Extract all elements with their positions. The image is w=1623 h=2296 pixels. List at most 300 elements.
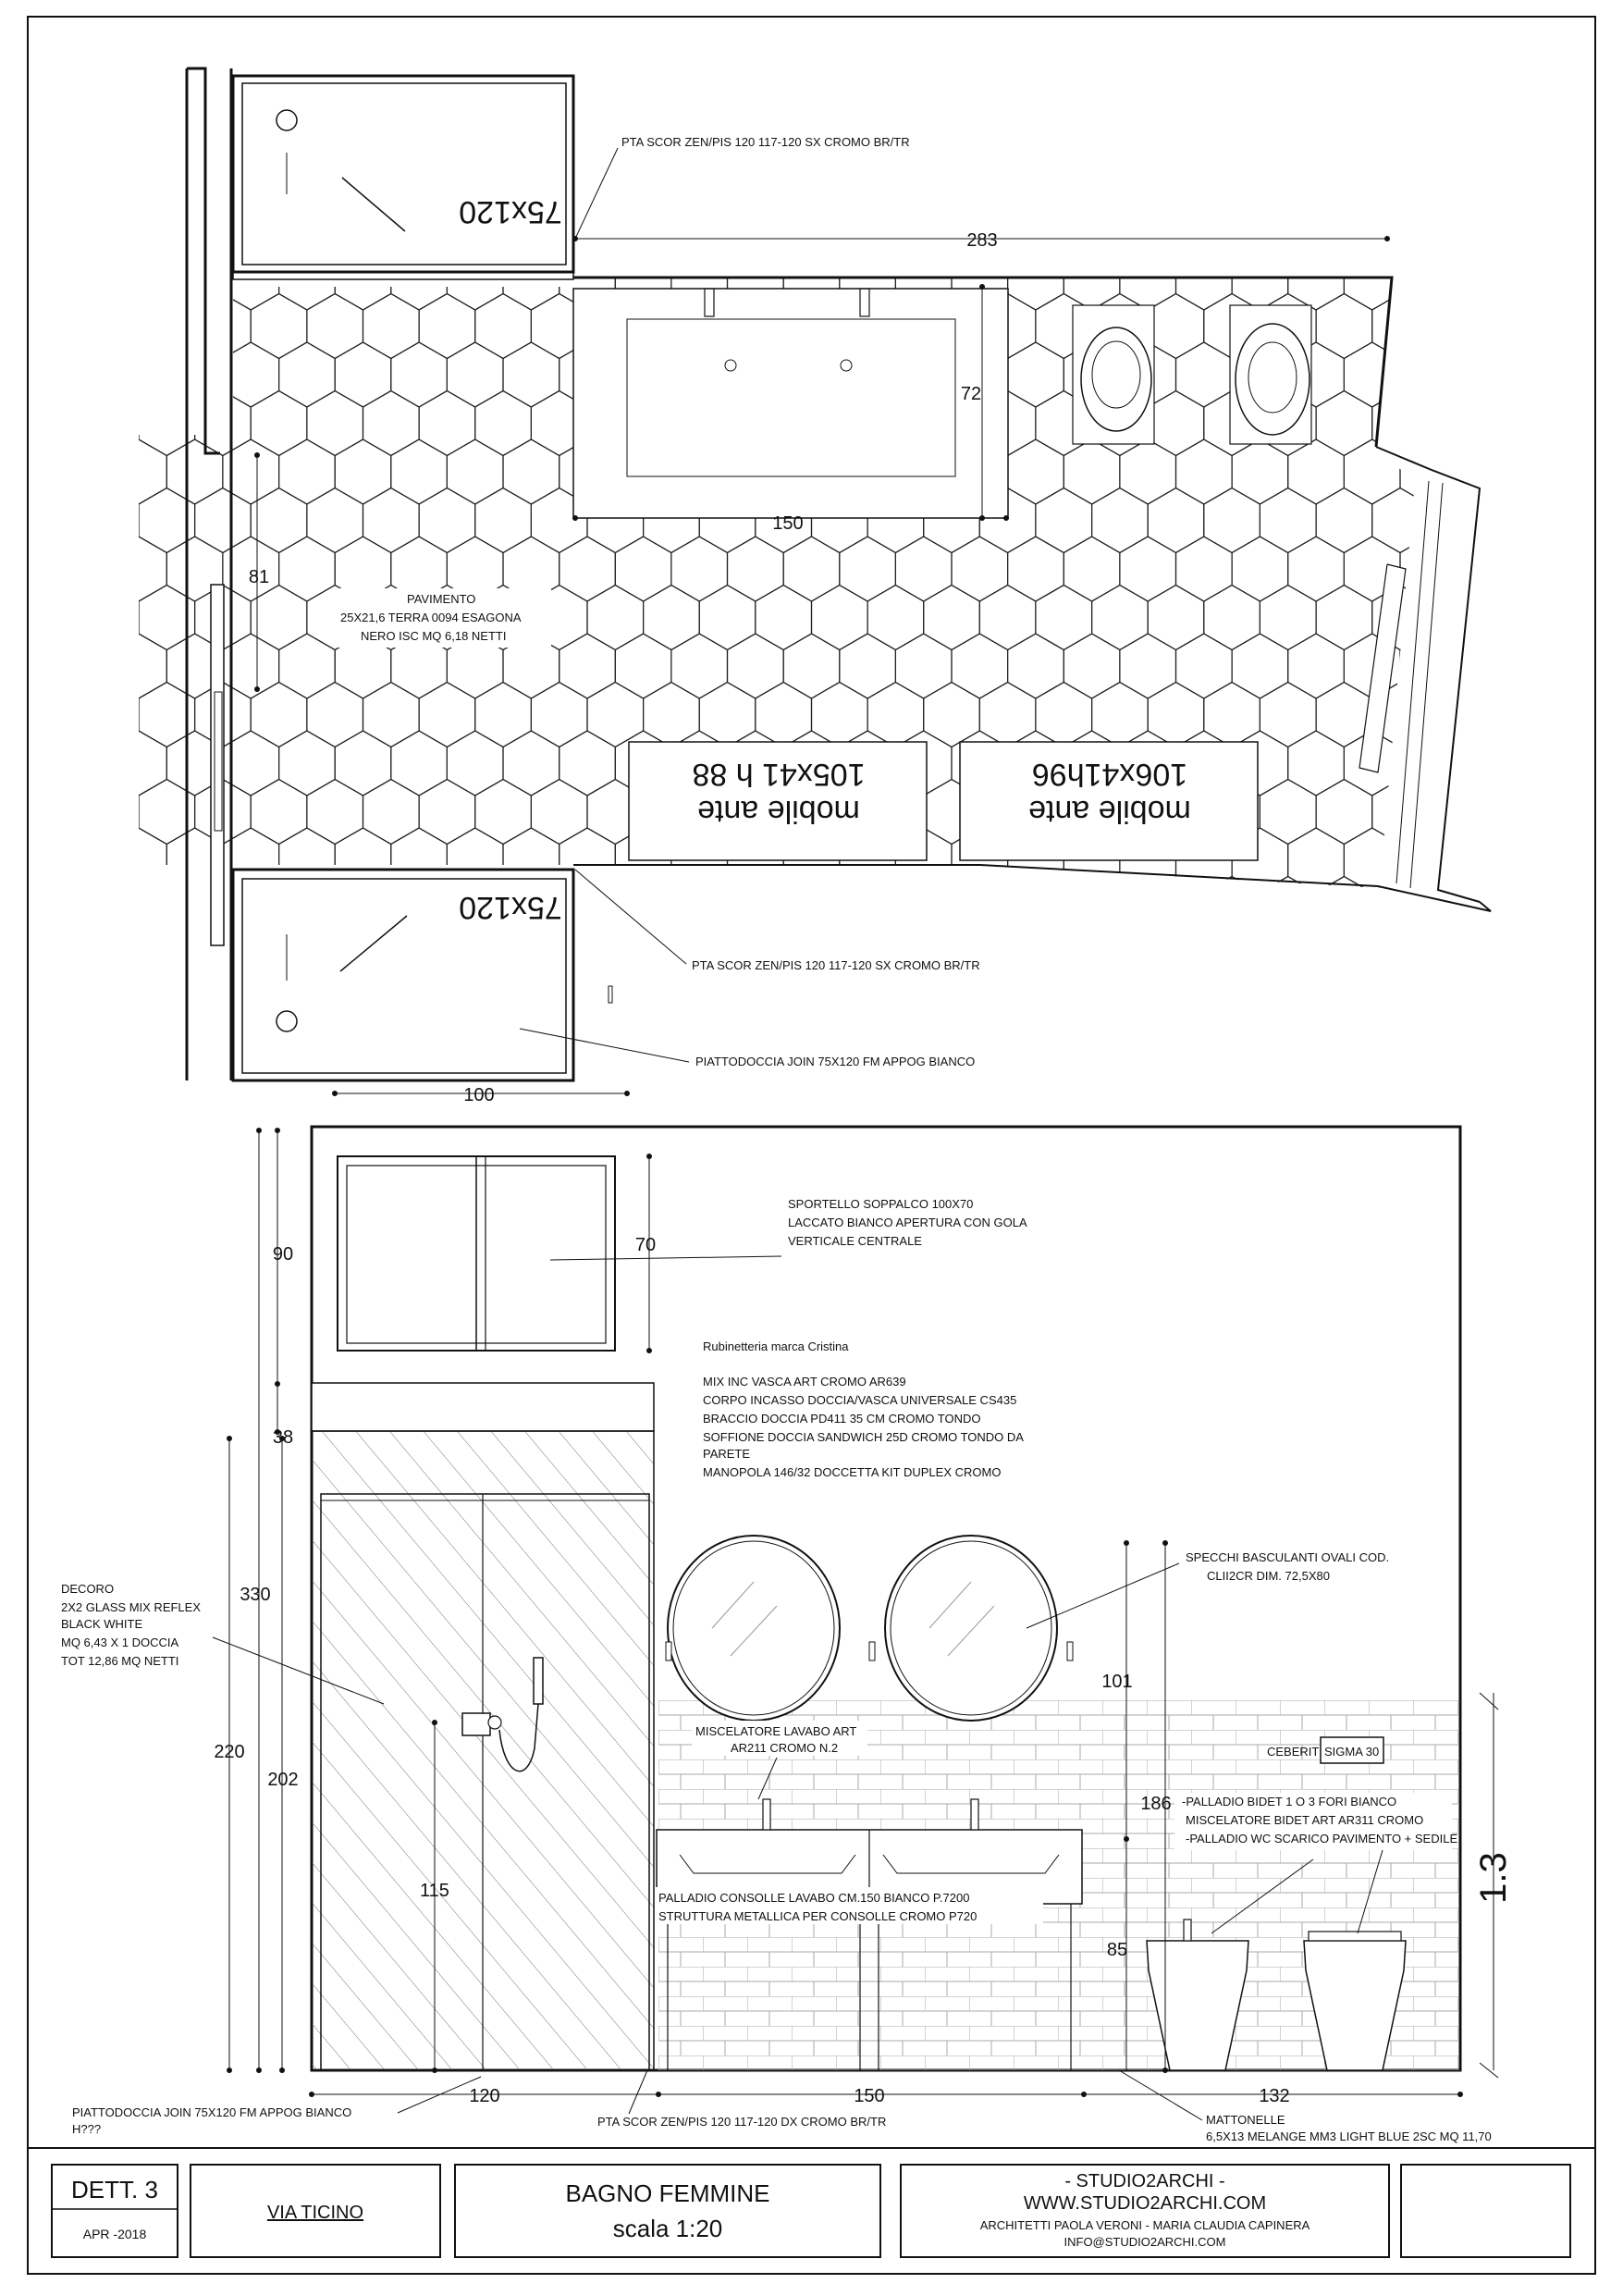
hex-tile	[1120, 537, 1176, 601]
note-ceberit: CEBERIT	[1267, 1745, 1320, 1759]
hex-tile	[1176, 537, 1233, 601]
hex-tile	[363, 391, 420, 456]
note-decor-1: DECORO	[61, 1582, 115, 1596]
hex-tile	[111, 634, 167, 698]
hex-tile	[1260, 780, 1316, 845]
hex-tile	[1176, 925, 1233, 990]
hex-tile	[1344, 828, 1400, 893]
hex-tile	[251, 391, 307, 456]
note-decor-3: BLACK WHITE	[61, 1617, 143, 1631]
hex-tile	[840, 634, 896, 698]
shower-top-label: 75x120	[459, 194, 562, 229]
hex-tile	[419, 488, 475, 553]
hex-tile	[1316, 974, 1372, 1039]
hex-tile	[1092, 974, 1149, 1039]
hex-tile	[1204, 586, 1260, 650]
shower-tray-top	[233, 76, 573, 272]
vanity-plan	[573, 289, 1008, 518]
note-tiles-1: MATTONELLE	[1206, 2113, 1285, 2127]
hex-tile	[1428, 780, 1484, 845]
dim-38: 38	[272, 1427, 294, 1448]
hex-tile	[1372, 974, 1429, 1039]
hex-tile	[1512, 245, 1568, 310]
hex-tile	[699, 974, 756, 1039]
hex-tile	[1120, 439, 1176, 504]
note-mirrors-1: SPECCHI BASCULANTI OVALI COD.	[1186, 1550, 1390, 1564]
hex-tile	[1120, 925, 1176, 990]
hex-tile	[55, 731, 111, 796]
note-decor-5: TOT 12,86 MQ NETTI	[61, 1654, 179, 1668]
hex-tile	[1148, 391, 1204, 456]
hex-tile	[1064, 439, 1120, 504]
hex-tile	[1457, 245, 1513, 310]
hex-tile	[952, 634, 1008, 698]
hex-tile	[1512, 925, 1568, 990]
hex-tile	[111, 828, 167, 893]
tb-street: VIA TICINO	[266, 2203, 364, 2223]
hex-tile	[307, 780, 363, 845]
shower-mixer-knob	[488, 1716, 501, 1729]
hex-tile	[867, 877, 924, 942]
hex-tile	[55, 634, 111, 698]
hex-tile	[1541, 586, 1597, 650]
wall-elevation	[61, 1127, 1514, 2143]
dim-202: 202	[267, 1770, 299, 1790]
hex-tile	[82, 294, 139, 359]
hex-tile	[812, 974, 868, 1039]
hex-tile	[783, 634, 840, 698]
hex-tile	[587, 683, 644, 747]
hex-tile	[1400, 731, 1457, 796]
hex-tile	[1457, 537, 1513, 601]
hex-tile	[1288, 731, 1345, 796]
hex-tile	[1541, 974, 1597, 1039]
hex-tile	[979, 683, 1036, 747]
tb-detail: DETT. 3	[71, 2176, 158, 2203]
hex-tile	[1484, 780, 1541, 845]
hex-tile	[1541, 197, 1597, 262]
hex-tile	[307, 683, 363, 747]
hex-tile	[1008, 342, 1064, 407]
hex-tile	[587, 197, 644, 262]
hex-tile	[924, 683, 980, 747]
hex-tile	[812, 586, 868, 650]
tb-email: INFO@STUDIO2ARCHI.COM	[1064, 2235, 1226, 2249]
hex-tile	[1288, 634, 1345, 698]
tb-website: WWW.STUDIO2ARCHI.COM	[1023, 2193, 1267, 2214]
hex-tile	[979, 586, 1036, 650]
hex-tile	[895, 925, 952, 990]
dim-1-3: 1.3	[1473, 1852, 1514, 1904]
hex-tile	[1148, 877, 1204, 942]
hex-tile	[1400, 925, 1457, 990]
hex-tile	[1484, 294, 1541, 359]
hex-tile	[475, 488, 532, 553]
hex-tile	[1288, 925, 1345, 990]
hex-tile	[867, 197, 924, 262]
leader-door-top	[575, 148, 618, 239]
dim-100: 100	[463, 1085, 495, 1105]
hex-tile	[55, 537, 111, 601]
hex-tile	[615, 537, 671, 601]
hex-tile	[1092, 197, 1149, 262]
hex-tile	[1344, 925, 1400, 990]
hex-tile	[111, 537, 167, 601]
hex-tile	[1344, 439, 1400, 504]
note-bidet-2: MISCELATORE BIDET ART AR311 CROMO	[1186, 1813, 1424, 1827]
note-console-2: STRUTTURA METALLICA PER CONSOLLE CROMO P720	[658, 1909, 977, 1923]
hex-tile	[55, 439, 111, 504]
dim-70: 70	[634, 1235, 657, 1255]
hex-tile	[1316, 294, 1372, 359]
hex-tile	[1400, 828, 1457, 893]
hex-tile	[1288, 439, 1345, 504]
hex-tile	[1400, 342, 1457, 407]
hex-tile	[1232, 439, 1288, 504]
hex-tile	[756, 877, 812, 942]
marker-small	[609, 986, 612, 1003]
hex-tile	[1512, 342, 1568, 407]
hex-tile	[1036, 877, 1092, 942]
hex-tile	[1428, 197, 1484, 262]
hex-tile	[952, 537, 1008, 601]
hex-tile	[166, 245, 223, 310]
hex-tile	[251, 488, 307, 553]
hex-tile	[812, 683, 868, 747]
cabinet-left-line2: 105x41 h 88	[692, 757, 866, 792]
hex-tile	[279, 634, 336, 698]
hex-tile	[363, 780, 420, 845]
hex-tile	[756, 197, 812, 262]
hex-tile	[1008, 634, 1064, 698]
hex-tile	[644, 586, 700, 650]
hex-tile	[924, 586, 980, 650]
hex-tile	[195, 391, 252, 456]
hex-tile	[1512, 828, 1568, 893]
hex-tile	[1541, 294, 1597, 359]
hex-tile	[1541, 683, 1597, 747]
hex-tile	[615, 925, 671, 990]
hex-tile	[447, 731, 503, 796]
hex-tile	[1260, 974, 1316, 1039]
hex-tile	[279, 439, 336, 504]
hex-tile	[1204, 683, 1260, 747]
hex-tile	[699, 877, 756, 942]
hex-tile	[279, 342, 336, 407]
hex-tile	[1316, 197, 1372, 262]
hex-tile	[895, 634, 952, 698]
hex-tile	[587, 877, 644, 942]
plan-bottom-wall	[573, 865, 1491, 911]
mirror-left	[668, 1536, 840, 1721]
hex-tile	[1036, 586, 1092, 650]
hex-tile	[1484, 974, 1541, 1039]
note-fixtures-1: Rubinetteria marca Cristina	[703, 1339, 849, 1353]
hex-tile	[419, 780, 475, 845]
hex-tile	[82, 877, 139, 942]
note-hatch-2: LACCATO BIANCO APERTURA CON GOLA	[788, 1216, 1027, 1229]
hex-tile	[783, 925, 840, 990]
hex-tile	[1232, 634, 1288, 698]
hex-tile	[1457, 342, 1513, 407]
note-fixtures-3: CORPO INCASSO DOCCIA/VASCA UNIVERSALE CS435	[703, 1393, 1017, 1407]
bidet-plan	[1073, 305, 1154, 444]
hex-tile	[1008, 925, 1064, 990]
hex-tile	[1400, 245, 1457, 310]
dim-330: 330	[240, 1585, 271, 1605]
shower-handset	[534, 1658, 543, 1704]
hex-tile	[1036, 197, 1092, 262]
leader-door-bottom	[575, 870, 686, 964]
hex-tile	[1372, 197, 1429, 262]
hex-tile	[1428, 877, 1484, 942]
tb-title: BAGNO FEMMINE	[565, 2179, 770, 2207]
hex-tile	[644, 877, 700, 942]
hex-tile	[335, 731, 391, 796]
hex-tile	[111, 245, 167, 310]
hex-tile	[475, 780, 532, 845]
hex-tile	[1260, 877, 1316, 942]
hex-tile	[1204, 877, 1260, 942]
hex-tile	[111, 925, 167, 990]
note-fixtures-2: MIX INC VASCA ART CROMO AR639	[703, 1375, 906, 1389]
hex-tile	[1064, 537, 1120, 601]
hex-tile	[1092, 683, 1149, 747]
hex-tile	[1541, 780, 1597, 845]
hex-tile	[728, 634, 784, 698]
hex-tile	[1232, 925, 1288, 990]
tb-date: APR -2018	[82, 2227, 147, 2241]
hex-tile	[1316, 391, 1372, 456]
hex-tile	[1008, 439, 1064, 504]
hex-tile	[1316, 488, 1372, 553]
hex-tile	[615, 634, 671, 698]
hex-tile	[335, 342, 391, 407]
hex-tile	[1148, 974, 1204, 1039]
cabinet-right-line2: 106x41h96	[1031, 757, 1188, 792]
hex-tile	[1400, 537, 1457, 601]
note-decor-4: MQ 6,43 X 1 DOCCIA	[61, 1636, 179, 1649]
note-mirrors-2: CLII2CR DIM. 72,5X80	[1207, 1569, 1330, 1583]
hex-tile	[1148, 488, 1204, 553]
hex-tile	[82, 974, 139, 1039]
shower-head-band	[312, 1383, 654, 1431]
hex-tile	[979, 197, 1036, 262]
hex-tile	[1316, 586, 1372, 650]
hex-tile	[279, 537, 336, 601]
hex-tile	[1288, 537, 1345, 601]
hex-tile	[475, 391, 532, 456]
hex-tile	[699, 586, 756, 650]
hex-tile	[1457, 731, 1513, 796]
hex-tile	[867, 586, 924, 650]
hex-tile	[1008, 537, 1064, 601]
hex-tile	[924, 974, 980, 1039]
hex-tile	[1484, 877, 1541, 942]
hex-tile	[391, 439, 448, 504]
hex-tile	[1512, 439, 1568, 504]
title-block	[52, 2165, 1570, 2257]
hex-tile	[728, 925, 784, 990]
dim-283: 283	[966, 230, 998, 251]
hex-tile	[1204, 197, 1260, 262]
hex-tile	[559, 634, 616, 698]
hex-tile	[1512, 537, 1568, 601]
hex-tile	[1204, 974, 1260, 1039]
tb-studio: - STUDIO2ARCHI -	[1064, 2171, 1225, 2191]
note-console-1: PALLADIO CONSOLLE LAVABO CM.150 BIANCO P.7200	[658, 1891, 970, 1905]
hex-tile	[251, 294, 307, 359]
hex-tile	[756, 683, 812, 747]
note-floor-3: NERO ISC MQ 6,18 NETTI	[361, 629, 507, 643]
hex-tile	[166, 342, 223, 407]
hex-tile	[867, 683, 924, 747]
hex-tile	[1204, 488, 1260, 553]
note-door-elev: PTA SCOR ZEN/PIS 120 117-120 DX CROMO BR/TR	[597, 2115, 887, 2129]
floor-plan	[55, 68, 1596, 1105]
hex-tile	[55, 828, 111, 893]
hex-tile	[419, 391, 475, 456]
hex-tile	[1260, 197, 1316, 262]
hex-tile	[1092, 488, 1149, 553]
dim-132: 132	[1259, 2086, 1290, 2106]
hex-tile	[756, 586, 812, 650]
hex-tile	[503, 342, 559, 407]
hex-tile	[1232, 537, 1288, 601]
hex-tile	[55, 245, 111, 310]
dim-186: 186	[1140, 1794, 1172, 1814]
hex-tile	[1260, 586, 1316, 650]
note-tray-elev-1: PIATTODOCCIA JOIN 75X120 FM APPOG BIANCO	[72, 2105, 352, 2119]
hex-tile	[111, 731, 167, 796]
note-fixtures-7: MANOPOLA 146/32 DOCCETTA KIT DUPLEX CROMO	[703, 1465, 1002, 1479]
hex-tile	[55, 342, 111, 407]
hex-tile	[840, 537, 896, 601]
hex-tile	[447, 439, 503, 504]
note-tiles-2: 6,5X13 MELANGE MM3 LIGHT BLUE 2SC MQ 11,70	[1206, 2129, 1492, 2143]
note-mixer-1: MISCELATORE LAVABO ART	[695, 1724, 857, 1738]
hex-tile	[1372, 488, 1429, 553]
plan-left-wall	[187, 68, 220, 453]
hex-tile	[307, 391, 363, 456]
hex-tile	[1484, 683, 1541, 747]
dim-150-elev: 150	[854, 2086, 885, 2106]
dim-81: 81	[248, 567, 270, 587]
tb-title-box	[455, 2165, 880, 2257]
note-fixtures-6: PARETE	[703, 1447, 751, 1461]
note-hatch-1: SPORTELLO SOPPALCO 100X70	[788, 1197, 974, 1211]
hex-tile	[1457, 439, 1513, 504]
hex-tile	[1120, 634, 1176, 698]
hex-tile	[82, 197, 139, 262]
dim-101: 101	[1101, 1672, 1133, 1692]
hex-tile	[1484, 488, 1541, 553]
hex-tile	[82, 683, 139, 747]
hex-tile	[1064, 634, 1120, 698]
hex-tile	[1148, 586, 1204, 650]
note-hatch-3: VERTICALE CENTRALE	[788, 1234, 922, 1248]
hex-tile	[82, 488, 139, 553]
hex-tile	[195, 294, 252, 359]
cabinet-left-line1: mobile ante	[697, 794, 860, 829]
hex-tile	[783, 537, 840, 601]
hex-tile	[979, 974, 1036, 1039]
hex-tile	[812, 877, 868, 942]
hex-tile	[531, 780, 587, 845]
dim-85: 85	[1106, 1940, 1128, 1960]
hex-tile	[363, 488, 420, 553]
hex-tile	[1176, 634, 1233, 698]
hex-tile	[952, 925, 1008, 990]
hex-tile	[1428, 974, 1484, 1039]
hex-tile	[895, 537, 952, 601]
hex-tile	[644, 197, 700, 262]
hex-tile	[1457, 828, 1513, 893]
cabinet-right-line1: mobile ante	[1028, 794, 1191, 829]
hex-tile	[391, 731, 448, 796]
dim-72: 72	[960, 384, 982, 404]
hex-tile	[840, 925, 896, 990]
hex-tile	[363, 294, 420, 359]
hex-tile	[1428, 294, 1484, 359]
hex-tile	[699, 683, 756, 747]
note-mixer-2: AR211 CROMO N.2	[731, 1741, 839, 1755]
hex-tile	[419, 683, 475, 747]
hex-tile	[1092, 586, 1149, 650]
hex-tile	[1148, 197, 1204, 262]
hex-tile	[82, 780, 139, 845]
hex-tile	[55, 925, 111, 990]
hex-tile	[1092, 877, 1149, 942]
hex-tile	[307, 488, 363, 553]
hex-tile	[1541, 877, 1597, 942]
hex-tile	[111, 439, 167, 504]
hex-tile	[419, 294, 475, 359]
hex-tile	[503, 731, 559, 796]
dim-90: 90	[272, 1244, 294, 1265]
hex-tile	[1484, 391, 1541, 456]
hex-tile	[1484, 586, 1541, 650]
wc-plan	[1230, 305, 1311, 444]
note-door-bottom: PTA SCOR ZEN/PIS 120 117-120 SX CROMO BR/TR	[692, 958, 980, 972]
hex-tile	[1484, 197, 1541, 262]
hex-tile	[279, 731, 336, 796]
hex-tile	[251, 683, 307, 747]
hex-tile	[559, 731, 616, 796]
hex-tile	[363, 683, 420, 747]
note-bidet-1: -PALLADIO BIDET 1 O 3 FORI BIANCO	[1182, 1795, 1397, 1808]
tb-empty-box	[1401, 2165, 1570, 2257]
hex-tile	[1457, 925, 1513, 990]
hex-tile	[812, 197, 868, 262]
hex-tile	[531, 683, 587, 747]
hex-tile	[1176, 439, 1233, 504]
hex-tile	[699, 197, 756, 262]
shower-mixer	[462, 1713, 490, 1735]
tb-scale: scala 1:20	[612, 2215, 723, 2242]
hex-tile	[307, 294, 363, 359]
hex-tile	[671, 634, 728, 698]
dim-120: 120	[469, 2086, 500, 2106]
note-fixtures-5: SOFFIONE DOCCIA SANDWICH 25D CROMO TONDO DA	[703, 1430, 1024, 1444]
hex-tile	[1541, 391, 1597, 456]
hex-tile	[1260, 683, 1316, 747]
hex-tile	[1428, 586, 1484, 650]
hex-tile	[644, 974, 700, 1039]
hex-tile	[475, 294, 532, 359]
hex-tile	[1344, 342, 1400, 407]
note-floor-1: PAVIMENTO	[407, 592, 476, 606]
